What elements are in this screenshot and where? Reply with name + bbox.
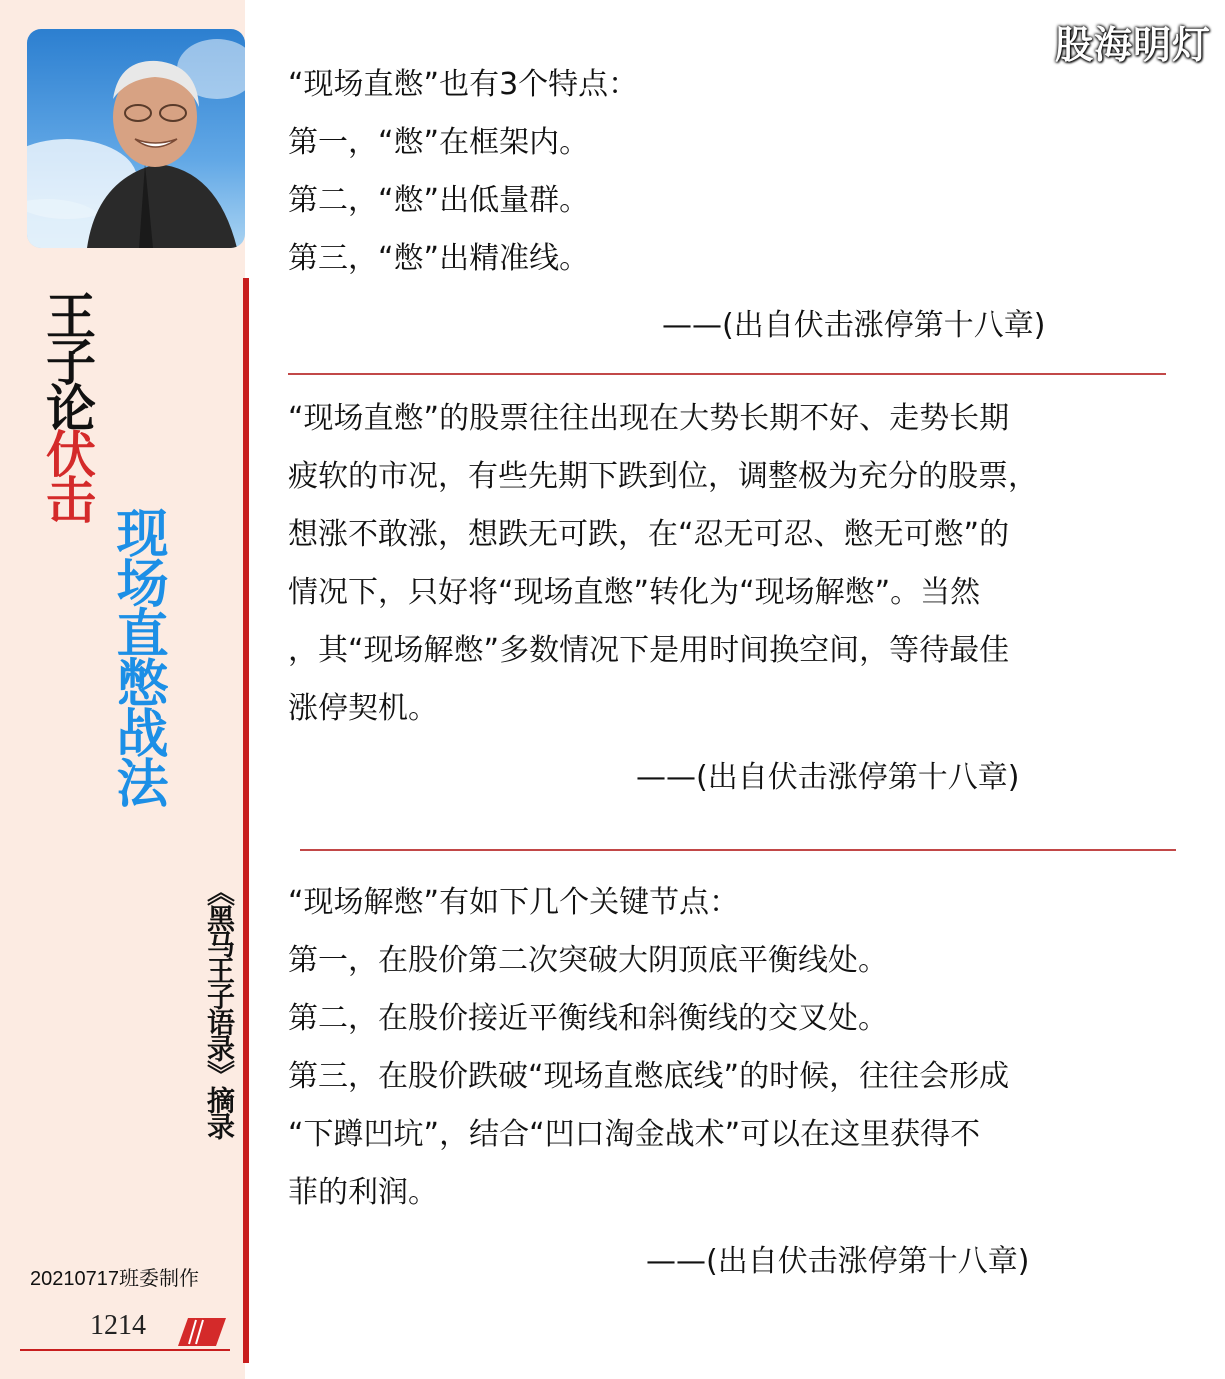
quote-section-1 [288, 56, 1188, 288]
quote-line: 情况下，只好将“现场直憋”转化为“现场解憋”。当然 [288, 575, 981, 610]
page-stripes-icon [176, 1318, 226, 1346]
section-divider-2 [300, 849, 1176, 851]
quote-line: “下蹲凹坑”，结合“凹口淘金战术”可以在这里获得不 [288, 1117, 981, 1152]
quote-line: 想涨不敢涨，想跌无可跌，在“忍无可忍、憋无可憋”的 [288, 517, 1010, 552]
page-number: 1214 [90, 1310, 146, 1341]
column-title-black: 王子论 [38, 290, 97, 428]
page-underline [20, 1349, 230, 1351]
source-note: 《黑马王子语录》摘录 [203, 878, 236, 1138]
quote-line: 第二，“憋”出低量群。 [288, 183, 590, 218]
quote-line: “现场直憋”的股票往往出现在大势长期不好、走势长期 [288, 401, 1010, 436]
quote-line: “现场解憋”有如下几个关键节点： [288, 885, 740, 920]
column-subtitle: 现场直憋战法 [107, 506, 168, 806]
sidebar [0, 0, 245, 1379]
quote-section-2 [288, 390, 1188, 738]
quote-line: 第一，“憋”在框架内。 [288, 125, 590, 160]
portrait-image [27, 29, 245, 248]
author-portrait [27, 29, 245, 248]
quote-line: 疲软的市况，有些先期下跌到位，调整极为充分的股票， [288, 459, 1038, 494]
column-title [36, 290, 96, 520]
citation-3: ——(出自伏击涨停第十八章) [646, 1244, 1030, 1279]
quote-line: “现场直憋”也有3个特点： [288, 67, 639, 102]
watermark: 股海明灯 [1054, 23, 1211, 67]
quote-line: 菲的利润。 [288, 1175, 438, 1210]
section-divider-1 [288, 373, 1166, 375]
quote-section-3 [288, 874, 1188, 1222]
quote-line: 涨停契机。 [288, 691, 438, 726]
quote-line: 第三，在股价跌破“现场直憋底线”的时候，往往会形成 [288, 1059, 1010, 1094]
citation-2: ——(出自伏击涨停第十八章) [636, 760, 1020, 795]
quote-line: 第二，在股价接近平衡线和斜衡线的交叉处。 [288, 1001, 888, 1036]
column-title-red: 伏击 [38, 428, 97, 520]
citation-1: ——(出自伏击涨停第十八章) [662, 308, 1046, 343]
quote-line: ，其“现场解憋”多数情况下是用时间换空间，等待最佳 [288, 633, 1010, 668]
sidebar-divider [243, 278, 249, 1363]
quote-line: 第一，在股价第二次突破大阴顶底平衡线处。 [288, 943, 888, 978]
quote-line: 第三，“憋”出精准线。 [288, 241, 590, 276]
made-by-label: 20210717班委制作 [30, 1268, 199, 1290]
